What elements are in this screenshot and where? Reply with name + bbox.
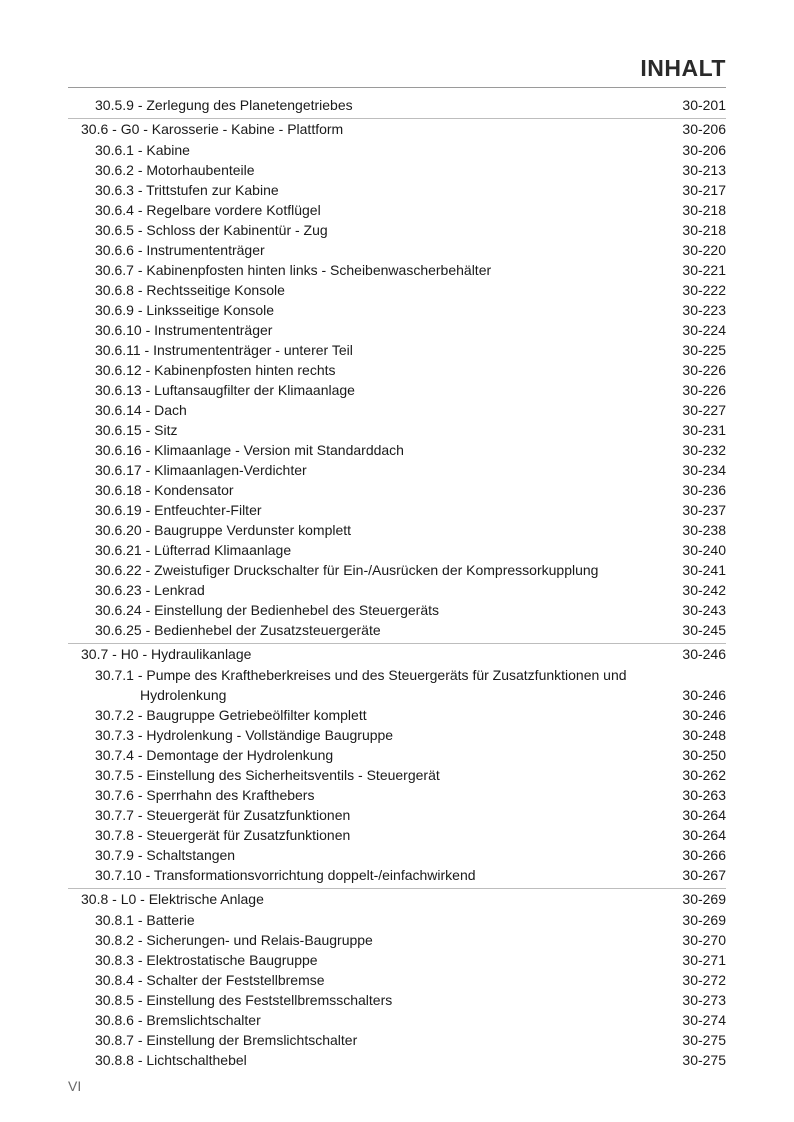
toc-entry-title: 30.6.21 - Lüfterrad Klimaanlage xyxy=(95,542,292,558)
toc-entry-page: 30-224 xyxy=(682,322,726,338)
toc-entry-title: 30.8.7 - Einstellung der Bremslichtschalter xyxy=(95,1032,358,1048)
toc-entry[interactable] xyxy=(68,725,726,745)
toc-entry-title: 30.7.1 - Pumpe des Kraftheberkreises und des Steuergeräts für Zusatzfunktionen und xyxy=(95,667,627,683)
toc-entry[interactable] xyxy=(68,580,726,600)
toc-entry[interactable] xyxy=(68,380,726,400)
toc-entry-page: 30-226 xyxy=(682,362,726,378)
toc-entry-page: 30-269 xyxy=(682,912,726,928)
toc-entry-title: 30.8.8 - Lichtschalthebel xyxy=(95,1052,247,1068)
toc-entry[interactable] xyxy=(68,500,726,520)
toc-entry-title: 30.7.3 - Hydrolenkung - Vollständige Baugruppe xyxy=(95,727,394,743)
toc-entry-page: 30-248 xyxy=(682,727,726,743)
toc-entry-page: 30-246 xyxy=(682,707,726,723)
toc-entry[interactable] xyxy=(68,260,726,280)
toc-entry-title: 30.7.7 - Steuergerät für Zusatzfunktionen xyxy=(95,807,351,823)
toc-section-title: 30.6 - G0 - Karosserie - Kabine - Plattform xyxy=(81,121,344,137)
toc-section-title: 30.8 - L0 - Elektrische Anlage xyxy=(81,891,264,907)
toc-entry-page: 30-267 xyxy=(682,867,726,883)
toc-entry-page: 30-231 xyxy=(682,422,726,438)
page-header-title: INHALT xyxy=(640,55,726,81)
toc-entry-title: 30.6.12 - Kabinenpfosten hinten rechts xyxy=(95,362,336,378)
toc-entry-page: 30-246 xyxy=(682,687,726,703)
toc-entry-title: 30.6.16 - Klimaanlage - Version mit Standarddach xyxy=(95,442,404,458)
toc-entry[interactable] xyxy=(68,1010,726,1030)
toc-entry-title: 30.7.6 - Sperrhahn des Krafthebers xyxy=(95,787,315,803)
toc-entry-title: 30.6.22 - Zweistufiger Druckschalter für Ein-/Ausrücken der Kompressorkupplung xyxy=(95,562,599,578)
toc-entry[interactable] xyxy=(68,280,726,300)
toc-entry[interactable] xyxy=(68,990,726,1010)
toc-entry[interactable] xyxy=(68,440,726,460)
toc-entry-title: 30.7.10 - Transformationsvorrichtung doppelt-/einfachwirkend xyxy=(95,867,476,883)
toc-section-title: 30.7 - H0 - Hydraulikanlage xyxy=(81,646,252,662)
table-of-contents xyxy=(68,95,726,1070)
toc-entry[interactable] xyxy=(68,300,726,320)
toc-entry[interactable] xyxy=(68,220,726,240)
toc-entry-page: 30-243 xyxy=(682,602,726,618)
toc-entry[interactable] xyxy=(68,240,726,260)
toc-section-page: 30-206 xyxy=(682,121,726,137)
toc-entry[interactable] xyxy=(68,180,726,200)
toc-entry-title: 30.6.6 - Instrumententräger xyxy=(95,242,265,258)
toc-entry-title: 30.6.17 - Klimaanlagen-Verdichter xyxy=(95,462,307,478)
toc-entry-page: 30-275 xyxy=(682,1052,726,1068)
toc-entry-title: 30.7.5 - Einstellung des Sicherheitsventils - Steuergerät xyxy=(95,767,440,783)
toc-entry[interactable] xyxy=(68,340,726,360)
toc-section[interactable] xyxy=(68,118,726,140)
toc-entry[interactable] xyxy=(68,745,726,765)
toc-entry-page: 30-223 xyxy=(682,302,726,318)
toc-entry[interactable] xyxy=(68,1050,726,1070)
toc-entry[interactable] xyxy=(68,320,726,340)
toc-entry-title: 30.7.4 - Demontage der Hydrolenkung xyxy=(95,747,334,763)
toc-entry[interactable] xyxy=(68,600,726,620)
toc-entry[interactable] xyxy=(68,950,726,970)
toc-entry-title: 30.6.18 - Kondensator xyxy=(95,482,234,498)
toc-entry[interactable] xyxy=(68,160,726,180)
header-divider xyxy=(68,87,726,88)
toc-entry-page: 30-264 xyxy=(682,827,726,843)
toc-entry-page: 30-264 xyxy=(682,807,726,823)
toc-entry-title: 30.6.4 - Regelbare vordere Kotflügel xyxy=(95,202,321,218)
toc-entry-title: 30.6.3 - Trittstufen zur Kabine xyxy=(95,182,279,198)
toc-entry-page: 30-234 xyxy=(682,462,726,478)
toc-entry-page: 30-241 xyxy=(682,562,726,578)
toc-entry-page: 30-240 xyxy=(682,542,726,558)
toc-entry[interactable] xyxy=(68,910,726,930)
toc-section-page: 30-246 xyxy=(682,646,726,662)
toc-entry-page: 30-274 xyxy=(682,1012,726,1028)
toc-entry[interactable] xyxy=(68,540,726,560)
toc-entry-page: 30-236 xyxy=(682,482,726,498)
toc-entry-continuation[interactable] xyxy=(68,685,726,705)
toc-entry[interactable] xyxy=(68,845,726,865)
toc-entry[interactable] xyxy=(68,930,726,950)
toc-entry-title: 30.6.9 - Linksseitige Konsole xyxy=(95,302,274,318)
toc-entry-page: 30-206 xyxy=(682,142,726,158)
toc-entry[interactable] xyxy=(68,665,726,685)
toc-entry-page: 30-213 xyxy=(682,162,726,178)
toc-entry[interactable] xyxy=(68,480,726,500)
toc-entry-title: 30.6.14 - Dach xyxy=(95,402,187,418)
toc-entry[interactable] xyxy=(68,825,726,845)
toc-entry-title: 30.6.8 - Rechtsseitige Konsole xyxy=(95,282,285,298)
toc-entry-title: 30.5.9 - Zerlegung des Planetengetriebes xyxy=(95,97,353,113)
toc-entry[interactable] xyxy=(68,360,726,380)
toc-entry-title: 30.8.3 - Elektrostatische Baugruppe xyxy=(95,952,318,968)
toc-entry-title: 30.6.15 - Sitz xyxy=(95,422,178,438)
toc-entry-page: 30-226 xyxy=(682,382,726,398)
toc-entry-page: 30-275 xyxy=(682,1032,726,1048)
toc-entry-page: 30-242 xyxy=(682,582,726,598)
toc-entry[interactable] xyxy=(68,560,726,580)
toc-entry[interactable] xyxy=(68,140,726,160)
toc-entry-page: 30-218 xyxy=(682,222,726,238)
toc-entry[interactable] xyxy=(68,460,726,480)
toc-entry-title: 30.6.24 - Einstellung der Bedienhebel des Steuergeräts xyxy=(95,602,440,618)
toc-entry[interactable] xyxy=(68,1030,726,1050)
toc-entry-page: 30-220 xyxy=(682,242,726,258)
toc-entry[interactable] xyxy=(68,520,726,540)
page-number: VI xyxy=(68,1078,82,1094)
toc-entry-title: 30.8.6 - Bremslichtschalter xyxy=(95,1012,261,1028)
toc-entry-page: 30-232 xyxy=(682,442,726,458)
toc-entry-page: 30-217 xyxy=(682,182,726,198)
toc-entry-title: 30.8.5 - Einstellung des Feststellbremsschalters xyxy=(95,992,393,1008)
toc-entry[interactable] xyxy=(68,785,726,805)
toc-entry-page: 30-201 xyxy=(682,97,726,113)
toc-entry[interactable] xyxy=(68,805,726,825)
toc-entry-page: 30-221 xyxy=(682,262,726,278)
toc-entry[interactable] xyxy=(68,970,726,990)
toc-entry-title: 30.6.11 - Instrumententräger - unterer Teil xyxy=(95,342,353,358)
toc-entry-title: 30.7.2 - Baugruppe Getriebeölfilter komplett xyxy=(95,707,367,723)
toc-entry-page: 30-250 xyxy=(682,747,726,763)
toc-entry[interactable] xyxy=(68,620,726,640)
toc-entry-page: 30-270 xyxy=(682,932,726,948)
toc-entry[interactable] xyxy=(68,705,726,725)
toc-entry-page: 30-263 xyxy=(682,787,726,803)
toc-entry-title: 30.8.1 - Batterie xyxy=(95,912,195,928)
toc-entry-page: 30-273 xyxy=(682,992,726,1008)
toc-entry-title: 30.6.25 - Bedienhebel der Zusatzsteuergeräte xyxy=(95,622,381,638)
toc-entry-title: 30.6.7 - Kabinenpfosten hinten links - Scheibenwascherbehälter xyxy=(95,262,492,278)
toc-entry-title: 30.6.13 - Luftansaugfilter der Klimaanlage xyxy=(95,382,355,398)
toc-entry-title: 30.6.23 - Lenkrad xyxy=(95,582,205,598)
toc-entry-page: 30-227 xyxy=(682,402,726,418)
toc-entry[interactable] xyxy=(68,865,726,885)
toc-entry[interactable] xyxy=(68,420,726,440)
toc-entry-page: 30-266 xyxy=(682,847,726,863)
toc-entry-page: 30-237 xyxy=(682,502,726,518)
toc-entry-title: 30.6.2 - Motorhaubenteile xyxy=(95,162,255,178)
toc-entry[interactable] xyxy=(68,400,726,420)
toc-entry[interactable] xyxy=(68,95,726,115)
toc-entry-title: 30.8.2 - Sicherungen- und Relais-Baugruppe xyxy=(95,932,373,948)
toc-entry-title: Hydrolenkung xyxy=(140,687,227,703)
toc-entry-page: 30-222 xyxy=(682,282,726,298)
toc-entry[interactable] xyxy=(68,200,726,220)
toc-entry-title: 30.6.1 - Kabine xyxy=(95,142,190,158)
toc-entry-title: 30.6.19 - Entfeuchter-Filter xyxy=(95,502,262,518)
toc-entry-page: 30-262 xyxy=(682,767,726,783)
toc-entry-title: 30.7.9 - Schaltstangen xyxy=(95,847,236,863)
toc-section-page: 30-269 xyxy=(682,891,726,907)
toc-entry-page: 30-245 xyxy=(682,622,726,638)
toc-entry-title: 30.6.20 - Baugruppe Verdunster komplett xyxy=(95,522,352,538)
toc-entry-page: 30-272 xyxy=(682,972,726,988)
toc-section[interactable] xyxy=(68,888,726,910)
toc-entry-title: 30.6.5 - Schloss der Kabinentür - Zug xyxy=(95,222,328,238)
toc-entry-page: 30-271 xyxy=(682,952,726,968)
toc-entry-title: 30.6.10 - Instrumententräger xyxy=(95,322,273,338)
toc-section[interactable] xyxy=(68,643,726,665)
toc-entry-title: 30.7.8 - Steuergerät für Zusatzfunktionen xyxy=(95,827,351,843)
toc-entry-title: 30.8.4 - Schalter der Feststellbremse xyxy=(95,972,325,988)
toc-entry[interactable] xyxy=(68,765,726,785)
toc-entry-page: 30-225 xyxy=(682,342,726,358)
toc-entry-page: 30-238 xyxy=(682,522,726,538)
toc-entry-page: 30-218 xyxy=(682,202,726,218)
